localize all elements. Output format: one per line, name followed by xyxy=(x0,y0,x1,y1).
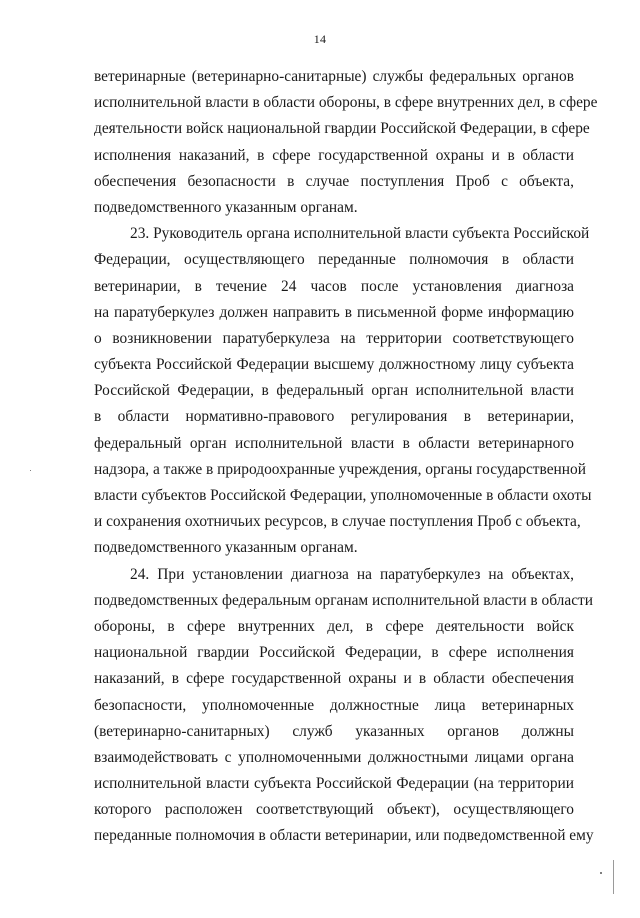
text-line: исполнения наказаний, в сфере государственной охраны и в области xyxy=(94,146,574,164)
text-line: подведомственного указанным органам. xyxy=(94,198,358,216)
text-line: (ветеринарно-санитарных) служб указанных органов должны xyxy=(94,722,574,740)
text-line: и сохранения охотничьих ресурсов, в случае поступления Проб с объекта, xyxy=(94,513,581,531)
scan-speck xyxy=(600,872,602,874)
text-line: ветеринарии, в течение 24 часов после установления диагноза xyxy=(94,277,574,295)
text-line: обеспечения безопасности в случае поступления Проб с объекта, xyxy=(94,172,574,190)
text-line: исполнительной власти в области обороны, в сфере внутренних дел, в сфере xyxy=(94,94,598,112)
text-line: подведомственного указанным органам. xyxy=(94,539,358,557)
text-line: федеральный орган исполнительной власти в области ветеринарного xyxy=(94,434,574,452)
text-line: надзора, а также в природоохранные учреждения, органы государственной xyxy=(94,460,586,478)
text-line: 23. Руководитель органа исполнительной власти субъекта Российской xyxy=(130,225,590,243)
text-line: деятельности войск национальной гвардии Российской Федерации, в сфере xyxy=(94,120,590,138)
document-body xyxy=(94,64,598,850)
text-line: обороны, в сфере внутренних дел, в сфере деятельности войск xyxy=(94,617,574,635)
scan-speck xyxy=(30,470,31,471)
scan-edge-mark xyxy=(613,860,614,894)
text-line: национальной гвардии Российской Федерации, в сфере исполнения xyxy=(94,644,574,662)
text-line: 24. При установлении диагноза на паратуберкулез на объектах, xyxy=(130,565,574,583)
paragraph-22-continuation xyxy=(94,64,598,221)
page-number: 14 xyxy=(313,32,327,46)
text-line: подведомственных федеральным органам исполнительной власти в области xyxy=(94,591,593,609)
text-line: взаимодействовать с уполномоченными должностными лицами органа xyxy=(94,748,574,766)
paragraph-23 xyxy=(94,221,592,561)
text-line: исполнительной власти субъекта Российской Федерации (на территории xyxy=(94,775,574,793)
text-line: Федерации, осуществляющего переданные полномочия в области xyxy=(94,251,574,269)
text-line: о возникновении паратуберкулеза на территории соответствующего xyxy=(94,329,574,347)
paragraph-24 xyxy=(94,562,594,850)
text-line: Российской Федерации, в федеральный орган исполнительной власти xyxy=(94,382,574,400)
text-line: безопасности, уполномоченные должностные лица ветеринарных xyxy=(94,696,574,714)
text-line: субъекта Российской Федерации высшему должностному лицу субъекта xyxy=(94,356,574,374)
text-line: на паратуберкулез должен направить в письменной форме информацию xyxy=(94,303,574,321)
text-line: власти субъектов Российской Федерации, уполномоченные в области охоты xyxy=(94,487,592,504)
text-line: наказаний, в сфере государственной охраны и в области обеспечения xyxy=(94,670,574,688)
text-line: которого расположен соответствующий объект), осуществляющего xyxy=(94,801,574,819)
text-line: в области нормативно-правового регулирования в ветеринарии, xyxy=(94,408,574,426)
text-line: ветеринарные (ветеринарно-санитарные) службы федеральных органов xyxy=(94,68,574,85)
text-line: переданные полномочия в области ветеринарии, или подведомственной ему xyxy=(94,827,594,845)
